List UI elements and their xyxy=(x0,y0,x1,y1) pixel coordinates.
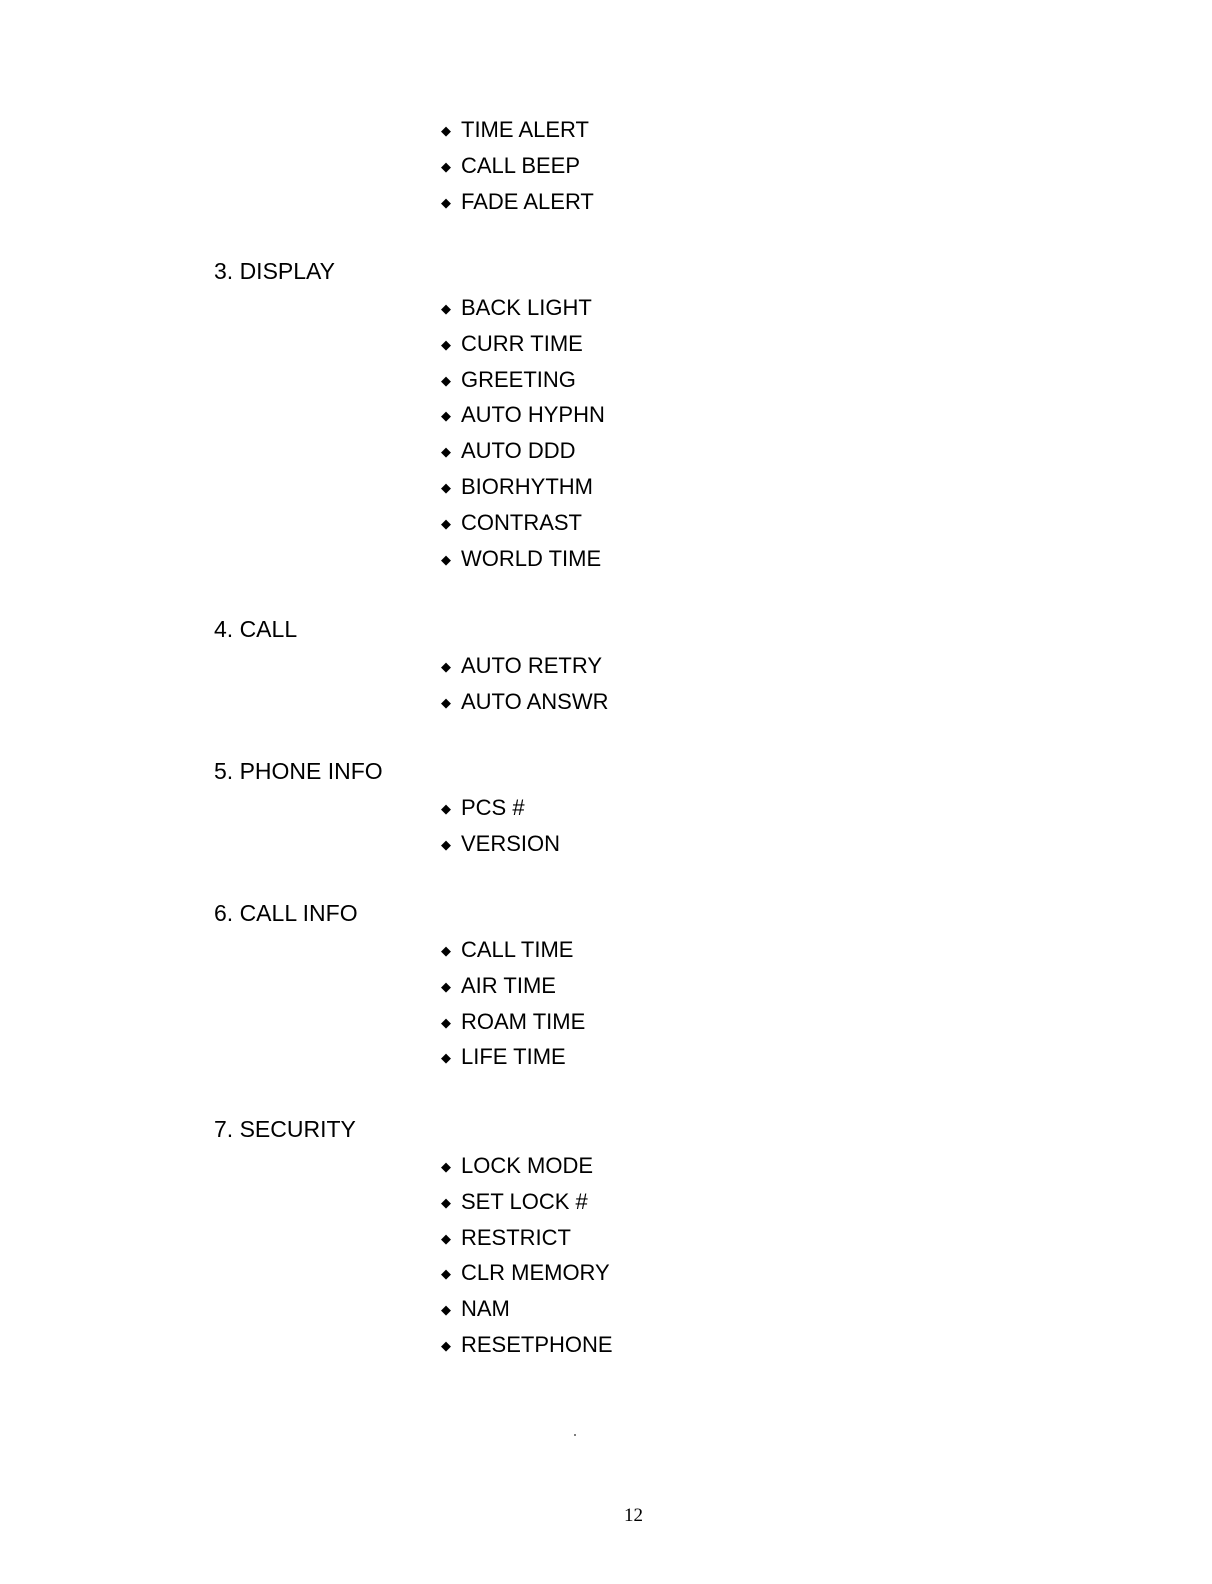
menu-item-label: CALL BEEP xyxy=(461,153,581,178)
diamond-bullet-icon: ◆ xyxy=(441,480,451,495)
diamond-bullet-icon: ◆ xyxy=(441,943,451,958)
menu-item-label: AIR TIME xyxy=(461,973,556,998)
menu-item-label: AUTO DDD xyxy=(461,438,576,463)
diamond-bullet-icon: ◆ xyxy=(441,1159,451,1174)
diamond-bullet-icon: ◆ xyxy=(441,444,451,459)
menu-item xyxy=(441,295,592,324)
menu-item-label: CONTRAST xyxy=(461,510,582,535)
diamond-bullet-icon: ◆ xyxy=(441,301,451,316)
menu-item-label: AUTO HYPHN xyxy=(461,402,605,427)
menu-item xyxy=(441,1225,571,1254)
menu-item-label: PCS # xyxy=(461,795,525,820)
menu-item xyxy=(441,1009,585,1038)
menu-item xyxy=(441,973,556,1002)
diamond-bullet-icon: ◆ xyxy=(441,552,451,567)
menu-item-label: AUTO RETRY xyxy=(461,653,602,678)
diamond-bullet-icon: ◆ xyxy=(441,337,451,352)
menu-item-label: FADE ALERT xyxy=(461,189,594,214)
section-heading: 5. PHONE INFO xyxy=(214,758,383,784)
menu-item xyxy=(441,438,576,467)
scan-speck xyxy=(574,1434,576,1436)
menu-item-label: BACK LIGHT xyxy=(461,295,592,320)
diamond-bullet-icon: ◆ xyxy=(441,837,451,852)
menu-item-label: RESETPHONE xyxy=(461,1332,613,1357)
section-heading: 6. CALL INFO xyxy=(214,900,358,926)
menu-item xyxy=(441,510,582,539)
menu-item-label: LIFE TIME xyxy=(461,1044,566,1069)
diamond-bullet-icon: ◆ xyxy=(441,1302,451,1317)
diamond-bullet-icon: ◆ xyxy=(441,695,451,710)
section-heading: 3. DISPLAY xyxy=(214,258,336,284)
menu-item xyxy=(441,153,580,182)
diamond-bullet-icon: ◆ xyxy=(441,979,451,994)
diamond-bullet-icon: ◆ xyxy=(441,123,451,138)
menu-item-label: ROAM TIME xyxy=(461,1009,586,1034)
menu-item-label: CALL TIME xyxy=(461,937,574,962)
menu-item-label: GREETING xyxy=(461,367,576,392)
menu-item xyxy=(441,795,525,824)
menu-item xyxy=(441,331,583,360)
menu-item-label: TIME ALERT xyxy=(461,117,589,142)
menu-item xyxy=(441,367,576,396)
menu-item xyxy=(441,653,602,682)
menu-item xyxy=(441,1296,510,1325)
menu-item xyxy=(441,1153,593,1182)
diamond-bullet-icon: ◆ xyxy=(441,1338,451,1353)
section-heading: 4. CALL xyxy=(214,616,298,642)
diamond-bullet-icon: ◆ xyxy=(441,408,451,423)
menu-item xyxy=(441,1189,588,1218)
menu-item xyxy=(441,1044,566,1073)
diamond-bullet-icon: ◆ xyxy=(441,195,451,210)
diamond-bullet-icon: ◆ xyxy=(441,1266,451,1281)
diamond-bullet-icon: ◆ xyxy=(441,659,451,674)
menu-item xyxy=(441,474,593,503)
menu-item xyxy=(441,689,609,718)
menu-item xyxy=(441,1332,613,1361)
menu-item xyxy=(441,831,560,860)
menu-item xyxy=(441,402,605,431)
diamond-bullet-icon: ◆ xyxy=(441,1195,451,1210)
menu-item-label: LOCK MODE xyxy=(461,1153,594,1178)
menu-item xyxy=(441,117,589,146)
menu-item-label: WORLD TIME xyxy=(461,546,602,571)
diamond-bullet-icon: ◆ xyxy=(441,1231,451,1246)
section-heading: 7. SECURITY xyxy=(214,1116,356,1142)
menu-item-label: CURR TIME xyxy=(461,331,583,356)
diamond-bullet-icon: ◆ xyxy=(441,1015,451,1030)
menu-item-label: VERSION xyxy=(461,831,561,856)
menu-item-label: NAM xyxy=(461,1296,510,1321)
menu-item-label: BIORHYTHM xyxy=(461,474,593,499)
diamond-bullet-icon: ◆ xyxy=(441,801,451,816)
diamond-bullet-icon: ◆ xyxy=(441,159,451,174)
menu-item-label: RESTRICT xyxy=(461,1225,571,1250)
menu-item-label: SET LOCK # xyxy=(461,1189,588,1214)
menu-item-label: CLR MEMORY xyxy=(461,1260,610,1285)
menu-item xyxy=(441,937,573,966)
menu-item-label: AUTO ANSWR xyxy=(461,689,609,714)
menu-item xyxy=(441,546,601,575)
menu-item xyxy=(441,1260,610,1289)
diamond-bullet-icon: ◆ xyxy=(441,373,451,388)
diamond-bullet-icon: ◆ xyxy=(441,1050,451,1065)
menu-item xyxy=(441,189,594,218)
page-number: 12 xyxy=(624,1505,643,1526)
diamond-bullet-icon: ◆ xyxy=(441,516,451,531)
